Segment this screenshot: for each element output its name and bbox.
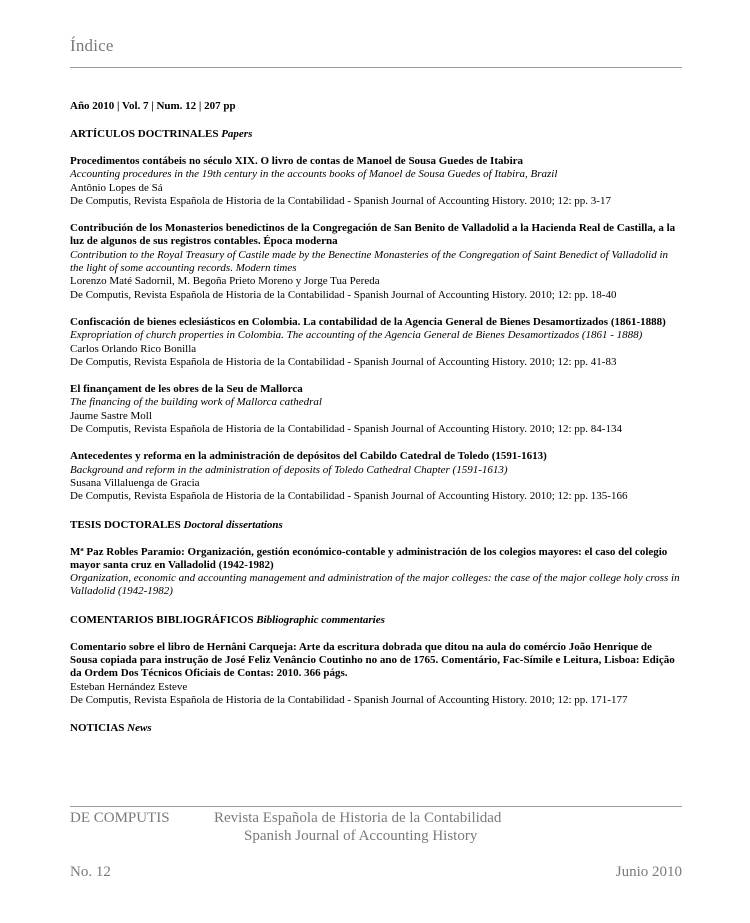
article-entry (70, 383, 682, 436)
section-label-en: News (127, 722, 152, 735)
thesis-title: Mª Paz Robles Paramio: Organización, gestión económico-contable y administración de los colegios mayores: el caso del colegio mayor santa cruz en Valladolid (1942-1982) (70, 545, 668, 571)
article-entry (70, 155, 682, 208)
section-heading-news (70, 721, 682, 735)
footer-issue-number: No. 12 (70, 864, 111, 880)
section-label-en: Papers (221, 128, 253, 140)
article-citation: De Computis, Revista Española de Historia de la Contabilidad - Spanish Journal of Accounting History. 2010; 12: pp. 3-17 (70, 194, 611, 207)
section-label-es: NOTICIAS (70, 722, 125, 735)
section-label-es: COMENTARIOS BIBLIOGRÁFICOS (70, 613, 254, 626)
article-authors: Jaume Sastre Moll (70, 409, 152, 422)
article-authors: Lorenzo Maté Sadornil, M. Begoña Prieto Moreno y Jorge Tua Pereda (70, 275, 380, 288)
section-label-es: ARTÍCULOS DOCTRINALES (70, 128, 219, 140)
article-citation: De Computis, Revista Española de Historia de la Contabilidad - Spanish Journal of Accounting History. 2010; 12: pp. 41-83 (70, 355, 617, 368)
section-label-en: Bibliographic commentaries (256, 613, 385, 626)
review-title: Comentario sobre el libro de Hernâni Carqueja: Arte da escritura dobrada que ditou na aula do comércio João Henrique de Sousa copiada para instrução de José Feliz Venâncio Coutinho no ano de 1765. Comentário, Fac-Símile e Leitura, Lisboa: Edição da Ordem Dos Técnicos Oficiais de Contas: 2010. 366 págs. (70, 640, 675, 680)
thesis-title-en: Organization, economic and accounting management and administration of the major colleges: the case of the major college holy cross in Valladolid (1942-1982) (70, 572, 680, 598)
article-title-en: The financing of the building work of Mallorca cathedral (70, 396, 322, 409)
table-of-contents (70, 99, 682, 735)
article-authors: Susana Villaluenga de Gracia (70, 476, 200, 489)
header-rule (70, 67, 682, 68)
article-title: Contribución de los Monasterios benedictinos de la Congregación de San Benito de Valladolid a la Hacienda Real de Castilla, a la luz de algunos de sus registros contables. Época moderna (70, 222, 676, 248)
article-title-en: Accounting procedures in the 19th century in the accounts books of Manoel de Sousa Guedes of Itabira, Brazil (70, 168, 558, 181)
article-title-en: Background and reform in the administration of deposits of Toledo Cathedral Chapter (1591-1613) (70, 463, 508, 476)
thesis-entry (70, 546, 682, 599)
article-citation: De Computis, Revista Española de Historia de la Contabilidad - Spanish Journal of Accounting History. 2010; 12: pp. 135-166 (70, 490, 628, 503)
running-title: Índice (70, 36, 114, 55)
footer-subtitle-es: Revista Española de Historia de la Contabilidad (214, 810, 502, 826)
review-authors: Esteban Hernández Esteve (70, 680, 188, 693)
section-label-es: TESIS DOCTORALES (70, 518, 181, 531)
article-title: Confiscación de bienes eclesiásticos en Colombia. La contabilidad de la Agencia General de Bienes Desamortizados (1861-1888) (70, 315, 666, 328)
article-entry (70, 450, 682, 503)
article-entry (70, 222, 682, 302)
article-citation: De Computis, Revista Española de Historia de la Contabilidad - Spanish Journal of Accounting History. 2010; 12: pp. 18-40 (70, 288, 617, 301)
article-entry (70, 316, 682, 369)
footer-rule (70, 806, 682, 807)
review-citation: De Computis, Revista Española de Historia de la Contabilidad - Spanish Journal of Accounting History. 2010; 12: pp. 171-177 (70, 693, 628, 706)
article-title-en: Contribution to the Royal Treasury of Castile made by the Benectine Monasteries of the Congregation of Saint Benedict of Valladolid in the light of some accounting records. Modern times (70, 248, 669, 275)
section-heading-papers (70, 127, 682, 141)
article-title-en: Expropriation of church properties in Colombia. The accounting of the Agencia General de Bienes Desamortizados (1861 - 1888) (70, 329, 643, 342)
article-title: El finançament de les obres de la Seu de Mallorca (70, 383, 303, 396)
review-entry (70, 641, 682, 707)
section-label-en: Doctoral dissertations (183, 518, 283, 531)
footer-date: Junio 2010 (615, 864, 682, 880)
section-heading-theses (70, 518, 682, 532)
issue-line: Año 2010 | Vol. 7 | Num. 12 | 207 pp (70, 100, 236, 112)
section-heading-reviews (70, 613, 682, 627)
article-title: Antecedentes y reforma en la administración de depósitos del Cabildo Catedral de Toledo (1591-1613) (70, 450, 547, 463)
article-title: Procedimentos contábeis no século XIX. O livro de contas de Manoel de Sousa Guedes de Itabira (70, 155, 524, 167)
footer-journal-name: DE COMPUTIS (70, 810, 170, 826)
article-authors: Antônio Lopes de Sá (70, 181, 163, 194)
article-citation: De Computis, Revista Española de Historia de la Contabilidad - Spanish Journal of Accounting History. 2010; 12: pp. 84-134 (70, 423, 622, 436)
article-authors: Carlos Orlando Rico Bonilla (70, 342, 197, 355)
footer-subtitle-en: Spanish Journal of Accounting History (244, 828, 478, 844)
